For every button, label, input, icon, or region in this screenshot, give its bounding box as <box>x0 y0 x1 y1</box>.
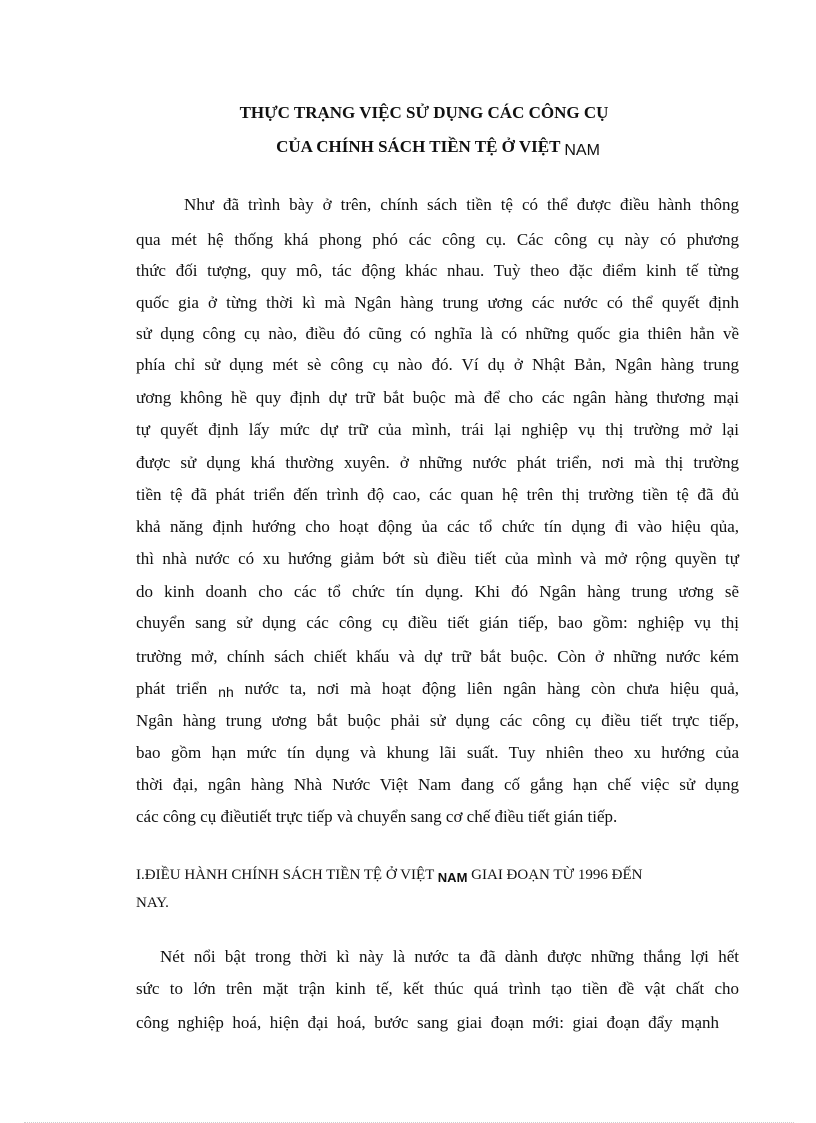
paragraph-line: được sử dụng khá thường xuyên. ở những nước phát triển, nơi mà thị trường <box>136 453 739 472</box>
line-16-glyph: nh <box>218 684 234 700</box>
paragraph-line: do kinh doanh cho các tổ chức tín dụng. Khi đó Ngân hàng trung ương sẽ <box>136 582 739 601</box>
paragraph-line: Như đã trình bày ở trên, chính sách tiền tệ có thể được điều hành thông <box>184 195 739 214</box>
title-line-2-main: CỦA CHÍNH SÁCH TIỀN TỆ Ở VIỆT <box>276 137 561 156</box>
paragraph-line <box>136 677 739 701</box>
paragraph-line: trường mở, chính sách chiết khấu và dự trữ bắt buộc. Còn ở những nước kém <box>136 647 739 666</box>
line-16-start: phát triển <box>136 679 208 698</box>
paragraph-line: Ngân hàng trung ương bắt buộc phải sử dụng các công cụ điều tiết trực tiếp, <box>136 711 739 730</box>
section-numeral: I. <box>136 867 145 883</box>
paragraph-line: thì nhà nước có xu hướng giảm bớt sù điều tiết của mình và mở rộng quyền tự <box>136 549 739 568</box>
paragraph-line: ương không hề quy định dự trữ bắt buộc mà để cho các ngân hàng thương mại <box>136 388 739 407</box>
paragraph-line: chuyển sang sử dụng các công cụ điều tiết gián tiếp, bao gồm: nghiệp vụ thị <box>136 613 739 632</box>
paragraph-line: qua mét hệ thống khá phong phó các công cụ. Các công cụ này có phương <box>136 230 739 249</box>
paragraph-line: sử dụng công cụ nào, điều đó cũng có nghĩa là có những quốc gia thiên hẳn về <box>136 324 739 343</box>
paragraph-line: bao gồm hạn mức tín dụng và khung lãi suất. Tuy nhiên theo xu hướng của <box>136 743 739 762</box>
paragraph-line: công nghiệp hoá, hiện đại hoá, bước sang giai đoạn mới: giai đoạn đẩy mạnh <box>136 1013 719 1032</box>
paragraph-line: quốc gia ở từng thời kì mà Ngân hàng trung ương các nước có thể quyết định <box>136 293 739 312</box>
paragraph-line: tự quyết định lấy mức dự trữ của mình, trái lại nghiệp vụ thị trường mở lại <box>136 420 739 439</box>
section-heading-part-2: GIAI ĐOẠN TỪ 1996 ĐẾN <box>471 867 643 883</box>
section-heading-nam: NAM <box>437 870 468 885</box>
title-line-2-suffix: NAM <box>564 142 600 159</box>
paragraph-line: phía chỉ sử dụng mét sè công cụ nào đó. Ví dụ ở Nhật Bản, Ngân hàng trung <box>136 355 739 374</box>
title-line-2 <box>30 137 816 158</box>
section-heading <box>136 865 643 885</box>
paragraph-line: tiền tệ đã phát triển đến trình độ cao, các quan hệ trên thị trường tiền tệ đã đủ <box>136 485 739 504</box>
paragraph-line: các công cụ điềutiết trực tiếp và chuyển sang cơ chế điều tiết gián tiếp. <box>136 807 618 826</box>
paragraph-line: sức to lớn trên mặt trận kinh tế, kết thúc quá trình tạo tiền đề vật chất cho <box>136 979 739 998</box>
paragraph-line: Nét nổi bật trong thời kì này là nước ta đã dành được những thắng lợi hết <box>160 947 739 966</box>
line-16-end: nước ta, nơi mà hoạt động liên ngân hàng còn chưa hiệu quả, <box>244 679 740 698</box>
section-heading-part-1: ĐIỀU HÀNH CHÍNH SÁCH TIỀN TỆ Ở VIỆT <box>144 867 435 883</box>
paragraph-line: khả năng định hướng cho hoạt động ủa các tổ chức tín dụng đi vào hiệu qủa, <box>136 517 739 536</box>
section-heading-line-2: NAY. <box>136 895 169 911</box>
paragraph-line: thức đối tượng, quy mô, tác động khác nhau. Tuỳ theo đặc điểm kinh tế từng <box>136 261 739 280</box>
title-line-1: THỰC TRẠNG VIỆC SỬ DỤNG CÁC CÔNG CỤ <box>239 103 609 122</box>
paragraph-line: thời đại, ngân hàng Nhà Nước Việt Nam đang cố gắng hạn chế việc sử dụng <box>136 775 739 794</box>
